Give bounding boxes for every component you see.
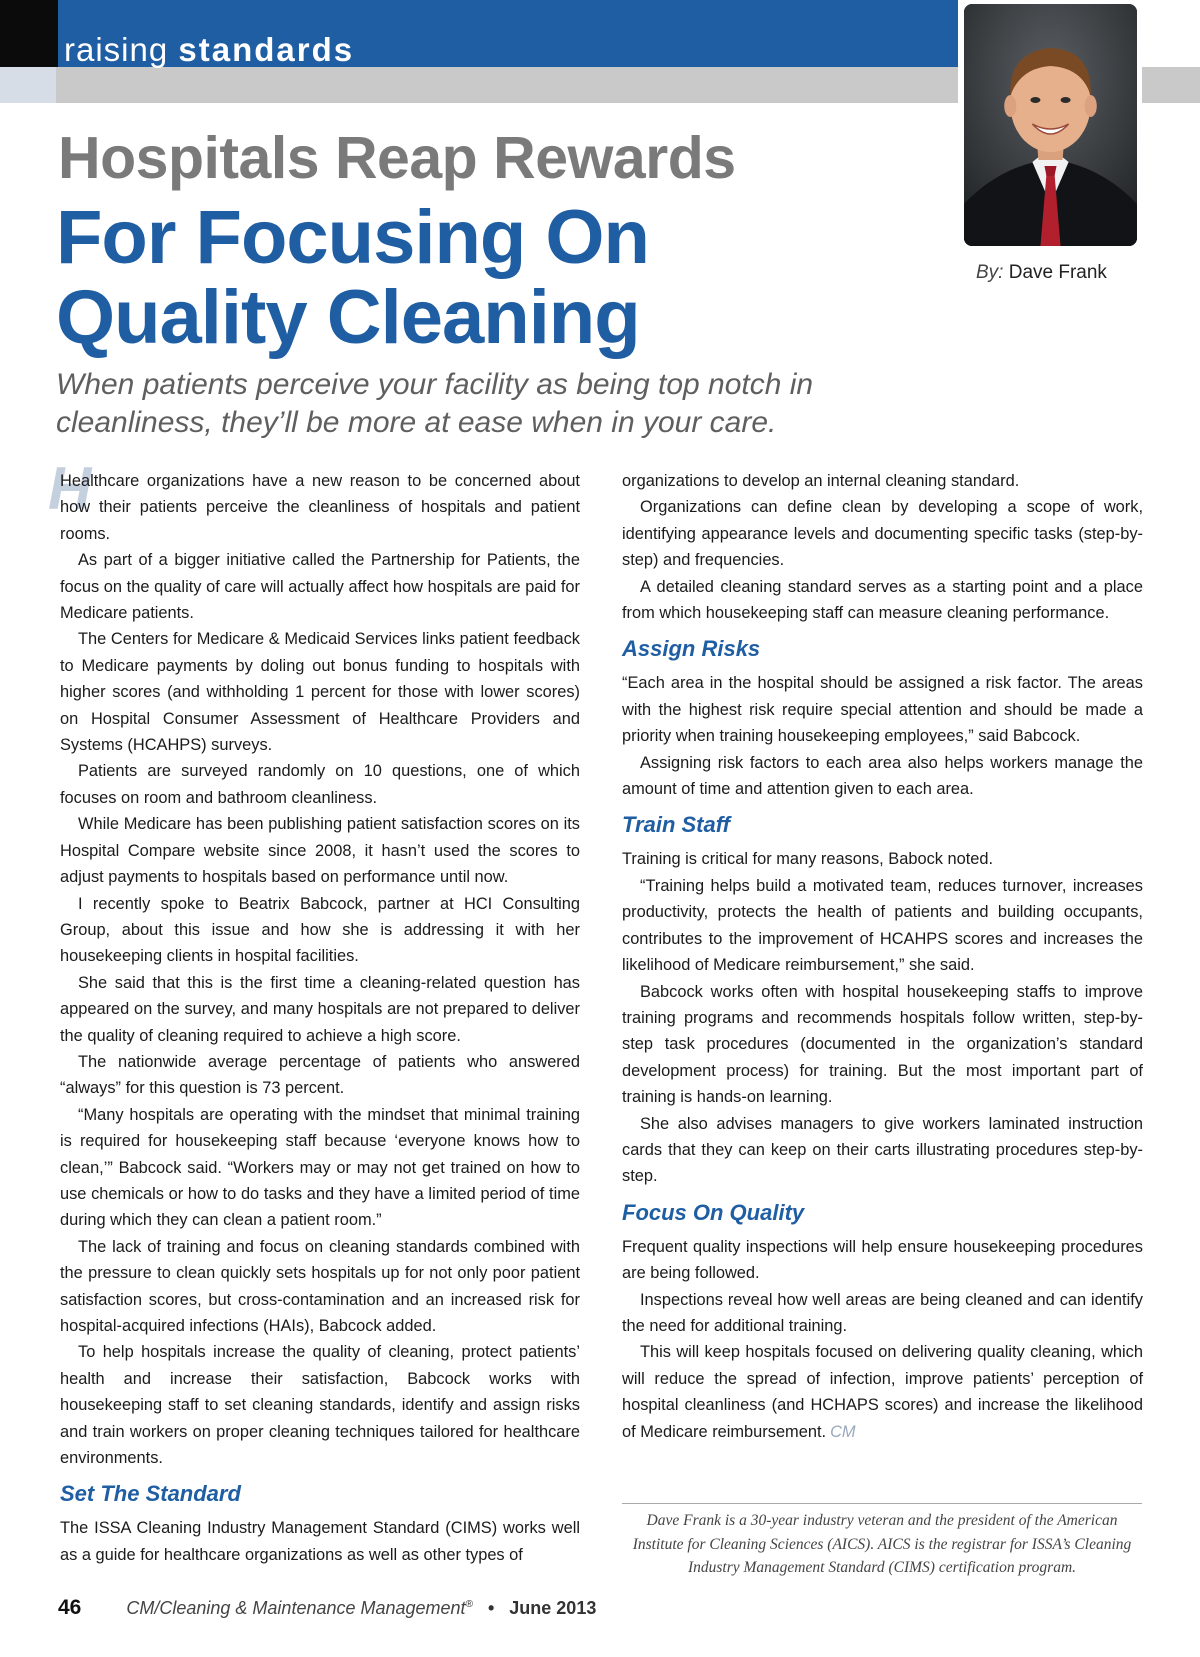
headline-line-3: Quality Cleaning — [56, 275, 640, 360]
byline-author: Dave Frank — [1008, 262, 1107, 283]
body-paragraph: She also advises managers to give workers laminated instruction cards that they can keep on their carts illustrating procedures step-by-step. — [622, 1114, 1143, 1186]
body-paragraph: The Centers for Medicare & Medicaid Services links patient feedback to Medicare payments by doling out bonus funding to hospitals with higher scores (and withholding 1 percent for those with lower scores) on Hospital Consumer Assessment of Healthcare Providers and Systems (HCAHPS) surveys. — [60, 630, 580, 755]
subhead-focus-on-quality: Focus On Quality — [622, 1199, 805, 1225]
header-gray-band-left — [0, 67, 56, 103]
body-paragraph: Frequent quality inspections will help ensure housekeeping procedures are being followed. — [622, 1237, 1143, 1283]
body-column-left — [48, 455, 580, 1568]
body-paragraph: I recently spoke to Beatrix Babcock, partner at HCI Consulting Group, about this issue and how she is addressing it with her housekeeping clients in hospital facilities. — [60, 894, 580, 966]
body-paragraph: To help hospitals increase the quality of cleaning, protect patients’ health and increase their satisfaction, Babcock works with housekeeping staff to set cleaning standards, identify and assign risks and train workers on proper cleaning techniques tailored for healthcare environments. — [60, 1343, 580, 1468]
section-label-bold: standards — [178, 31, 355, 68]
body-paragraph: The ISSA Cleaning Industry Management Standard (CIMS) works well as a guide for healthcare organizations as well as other types of — [60, 1519, 580, 1564]
body-paragraph: While Medicare has been publishing patient satisfaction scores on its Hospital Compare website since 2008, it hasn’t used the scores to adjust payments to hospitals based on performance until now. — [60, 815, 580, 887]
body-paragraph-text: This will keep hospitals focused on delivering quality cleaning, which will reduce the spread of infection, improve patients’ perception of hospital cleanliness (and HCHAPS scores) and increase the likelihood of Medicare reimbursement. — [622, 1343, 1143, 1441]
magazine-name: CM/Cleaning & Maintenance Management — [126, 1598, 466, 1618]
body-paragraph: The lack of training and focus on cleaning standards combined with the pressure to clean quickly sets hospitals up for not only poor patient satisfaction scores, but cross-contamination and an increased risk for hospital-acquired infections (HAIs), Babcock added. — [60, 1237, 580, 1335]
author-bio: Dave Frank is a 30-year industry veteran and the president of the American Institute for Cleaning Sciences (AICS). AICS is the registrar for ISSA’s Cleaning Industry Management Standard (CIMS) certification program. — [632, 1512, 1132, 1576]
body-paragraph: Assigning risk factors to each area also helps workers manage the amount of time and attention given to each area. — [622, 753, 1143, 799]
body-paragraph: The nationwide average percentage of patients who answered “always” for this question is 73 percent. — [60, 1052, 580, 1098]
body-paragraph: Inspections reveal how well areas are being cleaned and can identify the need for additional training. — [622, 1290, 1143, 1335]
subhead-set-the-standard: Set The Standard — [60, 1481, 241, 1507]
body-paragraph: “Training helps build a motivated team, reduces turnover, increases productivity, protects the health of patients and building occupants, contributes to the improvement of HCAHPS scores and increases the likelihood of Medicare reimbursement,” she said. — [622, 876, 1143, 975]
body-paragraph: She said that this is the first time a cleaning-related question has appeared on the survey, and many hospitals are not prepared to deliver the quality of cleaning required to achieve a high score. — [60, 973, 580, 1045]
page-footer — [58, 1596, 596, 1620]
header-corner-block — [0, 0, 58, 67]
byline-label: By: — [976, 262, 1004, 283]
footer-separator: • — [487, 1598, 495, 1618]
bio-divider — [622, 1503, 1142, 1504]
body-paragraph: Patients are surveyed randomly on 10 questions, one of which focuses on room and bathroom cleanliness. — [60, 762, 580, 807]
author-photo-frame — [958, 0, 1142, 252]
body-paragraph: organizations to develop an internal cleaning standard. — [622, 472, 1020, 490]
end-mark: CM — [830, 1422, 856, 1441]
issue-date: June 2013 — [509, 1598, 597, 1618]
author-portrait-icon — [964, 4, 1137, 246]
headline-line-2: For Focusing On — [56, 195, 649, 280]
body-paragraph-lead — [48, 455, 580, 547]
body-paragraph-text: Healthcare organizations have a new reason to be concerned about how their patients perceive the cleanliness of hospitals and patient rooms. — [60, 472, 580, 543]
drop-cap: H — [48, 455, 92, 522]
registered-mark: ® — [465, 1599, 473, 1610]
section-label — [64, 30, 354, 70]
page-number: 46 — [58, 1596, 82, 1619]
body-paragraph: Babcock works often with hospital housekeeping staffs to improve training programs and recommends hospitals follow written, step-by-step task procedures (documented in the organization’s standard development process) for training. But the most important part of training is hands-on learning. — [622, 982, 1143, 1107]
subhead-assign-risks: Assign Risks — [622, 636, 761, 662]
byline — [976, 262, 1107, 284]
subhead-train-staff: Train Staff — [622, 812, 730, 838]
body-paragraph-final — [622, 1339, 1143, 1445]
body-paragraph: As part of a bigger initiative called the Partnership for Patients, the focus on the quality of care will actually affect how hospitals are paid for Medicare patients. — [60, 551, 580, 623]
body-paragraph: Training is critical for many reasons, Babock noted. — [622, 850, 994, 869]
body-paragraph: “Many hospitals are operating with the mindset that minimal training is required for housekeeping staff because ‘everyone knows how to clean,’” Babcock said. “Workers may or may not get trained on how to use chemicals or how to do tasks and they have a limited period of time during which they can clean a patient room.” — [60, 1105, 580, 1230]
body-paragraph: “Each area in the hospital should be assigned a risk factor. The areas with the highest risk require special attention and should be made a priority when training housekeeping employees,” said Babcock. — [622, 674, 1143, 746]
headline-line-1: Hospitals Reap Rewards — [58, 125, 736, 191]
body-column-right — [622, 468, 1143, 1445]
body-paragraph: Organizations can define clean by developing a scope of work, identifying appearance levels and documenting specific tasks (step-by-step) and frequencies. — [622, 498, 1143, 570]
section-label-light: raising — [64, 31, 169, 68]
body-paragraph: A detailed cleaning standard serves as a starting point and a place from which housekeeping staff can measure cleaning performance. — [622, 577, 1143, 623]
deck-subtitle: When patients perceive your facility as being top notch in cleanliness, they’ll be more at ease when in your care. — [56, 368, 814, 439]
author-photo — [964, 4, 1137, 246]
